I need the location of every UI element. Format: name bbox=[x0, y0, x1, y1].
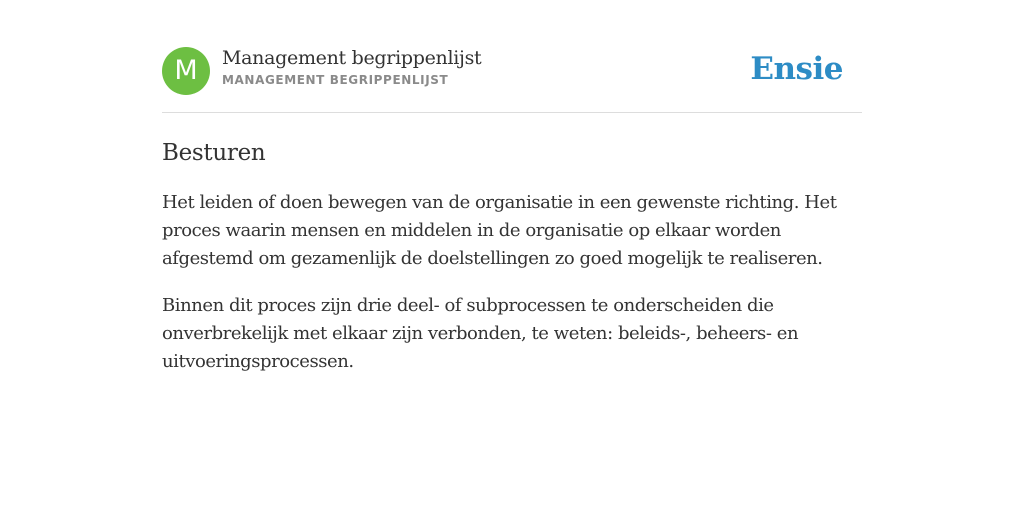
definition-paragraph: Binnen dit proces zijn drie deel- of subprocessen te onderscheiden die onverbrekelijk met elkaar zijn verbonden, te weten: beleids-, beheers- en uitvoeringsprocessen. bbox=[162, 295, 799, 372]
definition-paragraph: Het leiden of doen bewegen van de organisatie in een gewenste richting. Het proces waarin mensen en middelen in de organisatie op elkaar worden afgestemd om gezamenlijk de doelstellingen zo goed mogelijk te realiseren. bbox=[162, 192, 837, 269]
brand-logo[interactable]: Ensie bbox=[750, 51, 843, 87]
list-titles bbox=[222, 45, 481, 89]
definition bbox=[162, 189, 862, 376]
content-container bbox=[162, 0, 862, 376]
page-title: Besturen bbox=[162, 140, 266, 166]
list-title[interactable]: Management begrippenlijst bbox=[222, 47, 482, 69]
list-subtitle: MANAGEMENT BEGRIPPENLIJST bbox=[222, 73, 449, 87]
header bbox=[162, 0, 862, 113]
avatar[interactable]: M bbox=[162, 47, 210, 95]
